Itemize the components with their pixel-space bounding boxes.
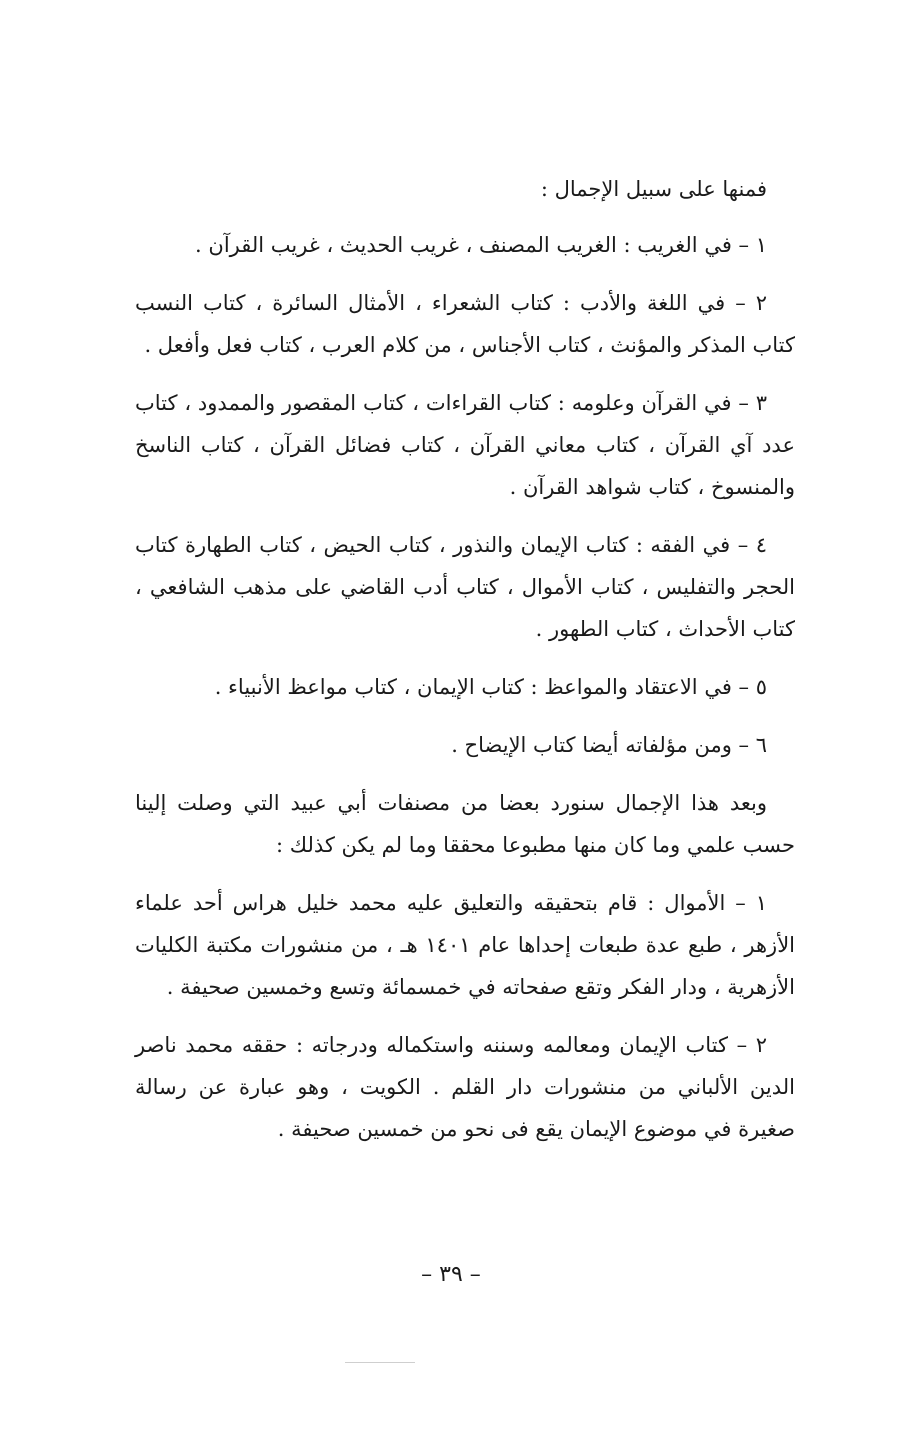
list-item-5: ٥ – في الاعتقاد والمواعظ : كتاب الإيمان ، كتاب مواعظ الأنبياء . bbox=[214, 675, 767, 699]
detail-item-2: ٢ – كتاب الإيمان ومعالمه وسننه واستكماله ودرجاته : حققه محمد ناصر الدين الألباني من منشورات دار القلم . الكويت ، وهو عبارة عن رسالة صغيرة في موضوع الإيمان يقع فى نحو من خمسين صحيفة . bbox=[135, 1033, 795, 1141]
list-item-2: ٢ – في اللغة والأدب : كتاب الشعراء ، الأمثال السائرة ، كتاب النسب كتاب المذكر والمؤنث ، كتاب الأجناس ، من كلام العرب ، كتاب فعل وأفعل . bbox=[135, 291, 795, 357]
list-item-1: ١ – في الغريب : الغريب المصنف ، غريب الحديث ، غريب القرآن . bbox=[195, 233, 767, 257]
intro-line: فمنها على سبيل الإجمال : bbox=[540, 177, 767, 201]
list-item-3: ٣ – في القرآن وعلومه : كتاب القراءات ، كتاب المقصور والممدود ، كتاب عدد آي القرآن ، كتاب معاني القرآن ، كتاب فضائل القرآن ، كتاب الناسخ والمنسوخ ، كتاب شواهد القرآن . bbox=[135, 391, 795, 499]
transition-paragraph: وبعد هذا الإجمال سنورد بعضا من مصنفات أبي عبيد التي وصلت إلينا حسب علمي وما كان منها مطبوعا محققا وما لم يكن كذلك : bbox=[135, 791, 795, 857]
page-number: – ٣٩ – bbox=[421, 1262, 481, 1287]
list-item-4: ٤ – في الفقه : كتاب الإيمان والنذور ، كتاب الحيض ، كتاب الطهارة كتاب الحجر والتفليس ، كتاب الأموال ، كتاب أدب القاضي على مذهب الشافعي ، كتاب الأحداث ، كتاب الطهور . bbox=[135, 533, 795, 641]
book-page-body bbox=[135, 168, 795, 1166]
scan-mark bbox=[345, 1362, 415, 1363]
list-item-6: ٦ – ومن مؤلفاته أيضا كتاب الإيضاح . bbox=[451, 733, 767, 757]
detail-item-1: ١ – الأموال : قام بتحقيقه والتعليق عليه محمد خليل هراس أحد علماء الأزهر ، طبع عدة طبعات إحداها عام ١٤٠١ هـ ، من منشورات مكتبة الكليات الأزهرية ، ودار الفكر وتقع صفحاته في خمسمائة وتسع وخمسين صحيفة . bbox=[135, 891, 796, 999]
